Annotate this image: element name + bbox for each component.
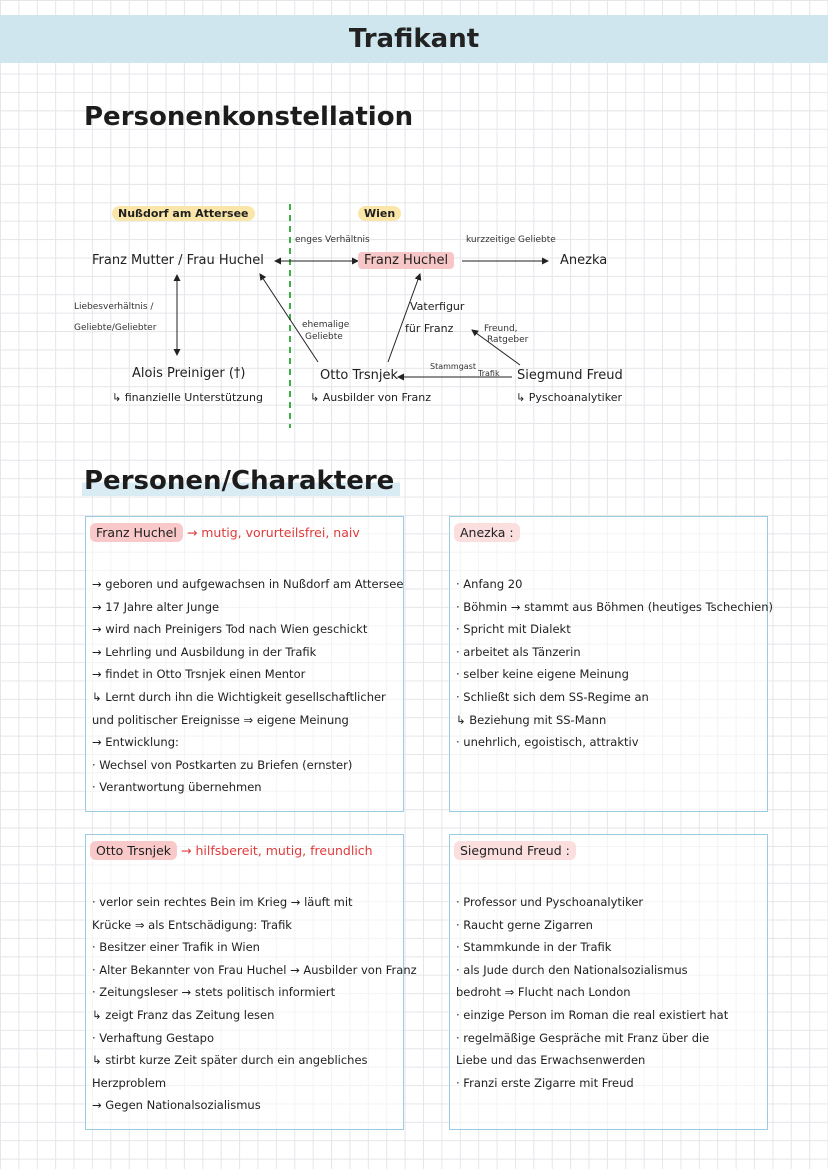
list-item: · Wechsel von Postkarten zu Briefen (ernster) bbox=[92, 757, 353, 772]
list-item: · Böhmin → stammt aus Böhmen (heutiges Tschechien) bbox=[456, 599, 774, 614]
label-fuer-franz: für Franz bbox=[405, 322, 454, 335]
arrow-vaterfigur bbox=[388, 274, 420, 362]
list-item: Herzproblem bbox=[92, 1075, 167, 1090]
place-nussdorf: Nußdorf am Attersee bbox=[112, 206, 255, 221]
list-item: · Alter Bekannter von Frau Huchel → Ausbilder von Franz bbox=[92, 962, 417, 977]
list-item: · Zeitungsleser → stets politisch informiert bbox=[92, 985, 336, 1000]
heading-personenkonstellation: Personenkonstellation bbox=[84, 102, 414, 132]
label-ehemalige-geliebte: Geliebte bbox=[305, 332, 343, 342]
page-title: Trafikant bbox=[348, 24, 480, 54]
card-anezka-list bbox=[456, 573, 773, 754]
list-item: · Spricht mit Dialekt bbox=[456, 622, 571, 637]
list-item: · Verhaftung Gestapo bbox=[92, 1030, 214, 1045]
node-alois: Alois Preiniger (†) bbox=[132, 366, 246, 381]
list-item: · Franzi erste Zigarre mit Freud bbox=[456, 1075, 634, 1090]
node-franz-huchel: Franz Huchel bbox=[358, 252, 454, 269]
label-enges-verhaeltnis: enges Verhältnis bbox=[295, 235, 370, 245]
node-otto: Otto Trsnjek bbox=[320, 368, 399, 383]
label-vaterfigur: Vaterfigur bbox=[410, 300, 465, 313]
card-otto-traits: → hilfsbereit, mutig, freundlich bbox=[181, 843, 373, 858]
list-item: · verlor sein rechtes Bein im Krieg → läuft mit bbox=[92, 895, 353, 909]
list-item: ↳ Lernt durch ihn die Wichtigkeit gesellschaftlicher bbox=[92, 689, 386, 704]
label-kurzzeitige-geliebte: kurzzeitige Geliebte bbox=[466, 235, 556, 245]
note-siegmund: ↳ Pyschoanalytiker bbox=[516, 391, 622, 404]
card-siegmund bbox=[449, 834, 768, 1130]
card-otto-name: Otto Trsnjek bbox=[90, 841, 177, 860]
label-trafik: Trafik bbox=[478, 369, 500, 378]
card-otto-list bbox=[92, 891, 417, 1117]
list-item: · einzige Person im Roman die real existiert hat bbox=[456, 1007, 729, 1022]
label-ehemalige: ehemalige bbox=[302, 320, 350, 330]
node-franz-mutter: Franz Mutter / Frau Huchel bbox=[92, 253, 264, 268]
list-item: · Anfang 20 bbox=[456, 577, 523, 591]
list-item: · regelmäßige Gespräche mit Franz über die bbox=[456, 1030, 710, 1045]
list-item: → findet in Otto Trsnjek einen Mentor bbox=[92, 667, 306, 682]
note-alois: ↳ finanzielle Unterstützung bbox=[112, 391, 263, 404]
card-franz-name: Franz Huchel bbox=[90, 523, 183, 542]
card-siegmund-name: Siegmund Freud : bbox=[454, 841, 576, 860]
heading-personen-charaktere: Personen/Charaktere bbox=[82, 466, 400, 496]
node-siegmund: Siegmund Freud bbox=[517, 368, 623, 383]
card-franz-header bbox=[90, 525, 360, 540]
node-anezka: Anezka bbox=[560, 253, 608, 268]
note-otto: ↳ Ausbilder von Franz bbox=[310, 391, 432, 404]
card-siegmund-list bbox=[456, 891, 728, 1094]
card-franz-list bbox=[92, 573, 403, 799]
list-item: → geboren und aufgewachsen in Nußdorf am Attersee bbox=[92, 577, 404, 591]
card-siegmund-header bbox=[454, 843, 576, 858]
card-otto-header bbox=[90, 843, 373, 858]
list-item: ↳ stirbt kurze Zeit später durch ein angebliches bbox=[92, 1053, 368, 1068]
list-item: → Lehrling und Ausbildung in der Trafik bbox=[92, 644, 317, 659]
label-geliebte-geliebter: Geliebte/Geliebter bbox=[74, 323, 157, 333]
list-item: · Professor und Pyschoanalytiker bbox=[456, 895, 644, 909]
list-item: bedroht ⇒ Flucht nach London bbox=[456, 985, 631, 1000]
label-ratgeber: Ratgeber bbox=[487, 335, 529, 345]
list-item: → Gegen Nationalsozialismus bbox=[92, 1098, 261, 1113]
list-item: · selber keine eigene Meinung bbox=[456, 667, 629, 682]
list-item: · Verantwortung übernehmen bbox=[92, 780, 262, 795]
list-item: · unehrlich, egoistisch, attraktiv bbox=[456, 735, 639, 750]
card-franz-traits: → mutig, vorurteilsfrei, naiv bbox=[186, 525, 360, 540]
label-liebesverhaeltnis: Liebesverhältnis / bbox=[74, 302, 154, 312]
list-item: ↳ Beziehung mit SS-Mann bbox=[456, 712, 607, 727]
place-wien: Wien bbox=[358, 206, 401, 221]
list-item: · Schließt sich dem SS-Regime an bbox=[456, 689, 649, 704]
list-item: ↳ zeigt Franz das Zeitung lesen bbox=[92, 1007, 275, 1022]
list-item: und politischer Ereignisse ⇒ eigene Meinung bbox=[92, 712, 349, 727]
label-stammgast: Stammgast bbox=[430, 362, 476, 371]
list-item: Liebe und das Erwachsenwerden bbox=[456, 1053, 646, 1068]
list-item: · als Jude durch den Nationalsozialismus bbox=[456, 962, 688, 977]
list-item: → Entwicklung: bbox=[92, 735, 179, 750]
list-item: Krücke ⇒ als Entschädigung: Trafik bbox=[92, 917, 292, 932]
card-anezka-header bbox=[454, 525, 520, 540]
list-item: · arbeitet als Tänzerin bbox=[456, 644, 581, 659]
card-franz bbox=[85, 516, 404, 812]
list-item: → 17 Jahre alter Junge bbox=[92, 599, 220, 614]
list-item: → wird nach Preinigers Tod nach Wien geschickt bbox=[92, 622, 368, 637]
card-anezka-name: Anezka : bbox=[454, 523, 520, 542]
list-item: · Stammkunde in der Trafik bbox=[456, 940, 612, 955]
list-item: · Besitzer einer Trafik in Wien bbox=[92, 940, 260, 955]
card-otto bbox=[85, 834, 417, 1130]
card-anezka bbox=[449, 516, 774, 812]
label-freund: Freund, bbox=[484, 324, 518, 334]
list-item: · Raucht gerne Zigarren bbox=[456, 917, 593, 932]
